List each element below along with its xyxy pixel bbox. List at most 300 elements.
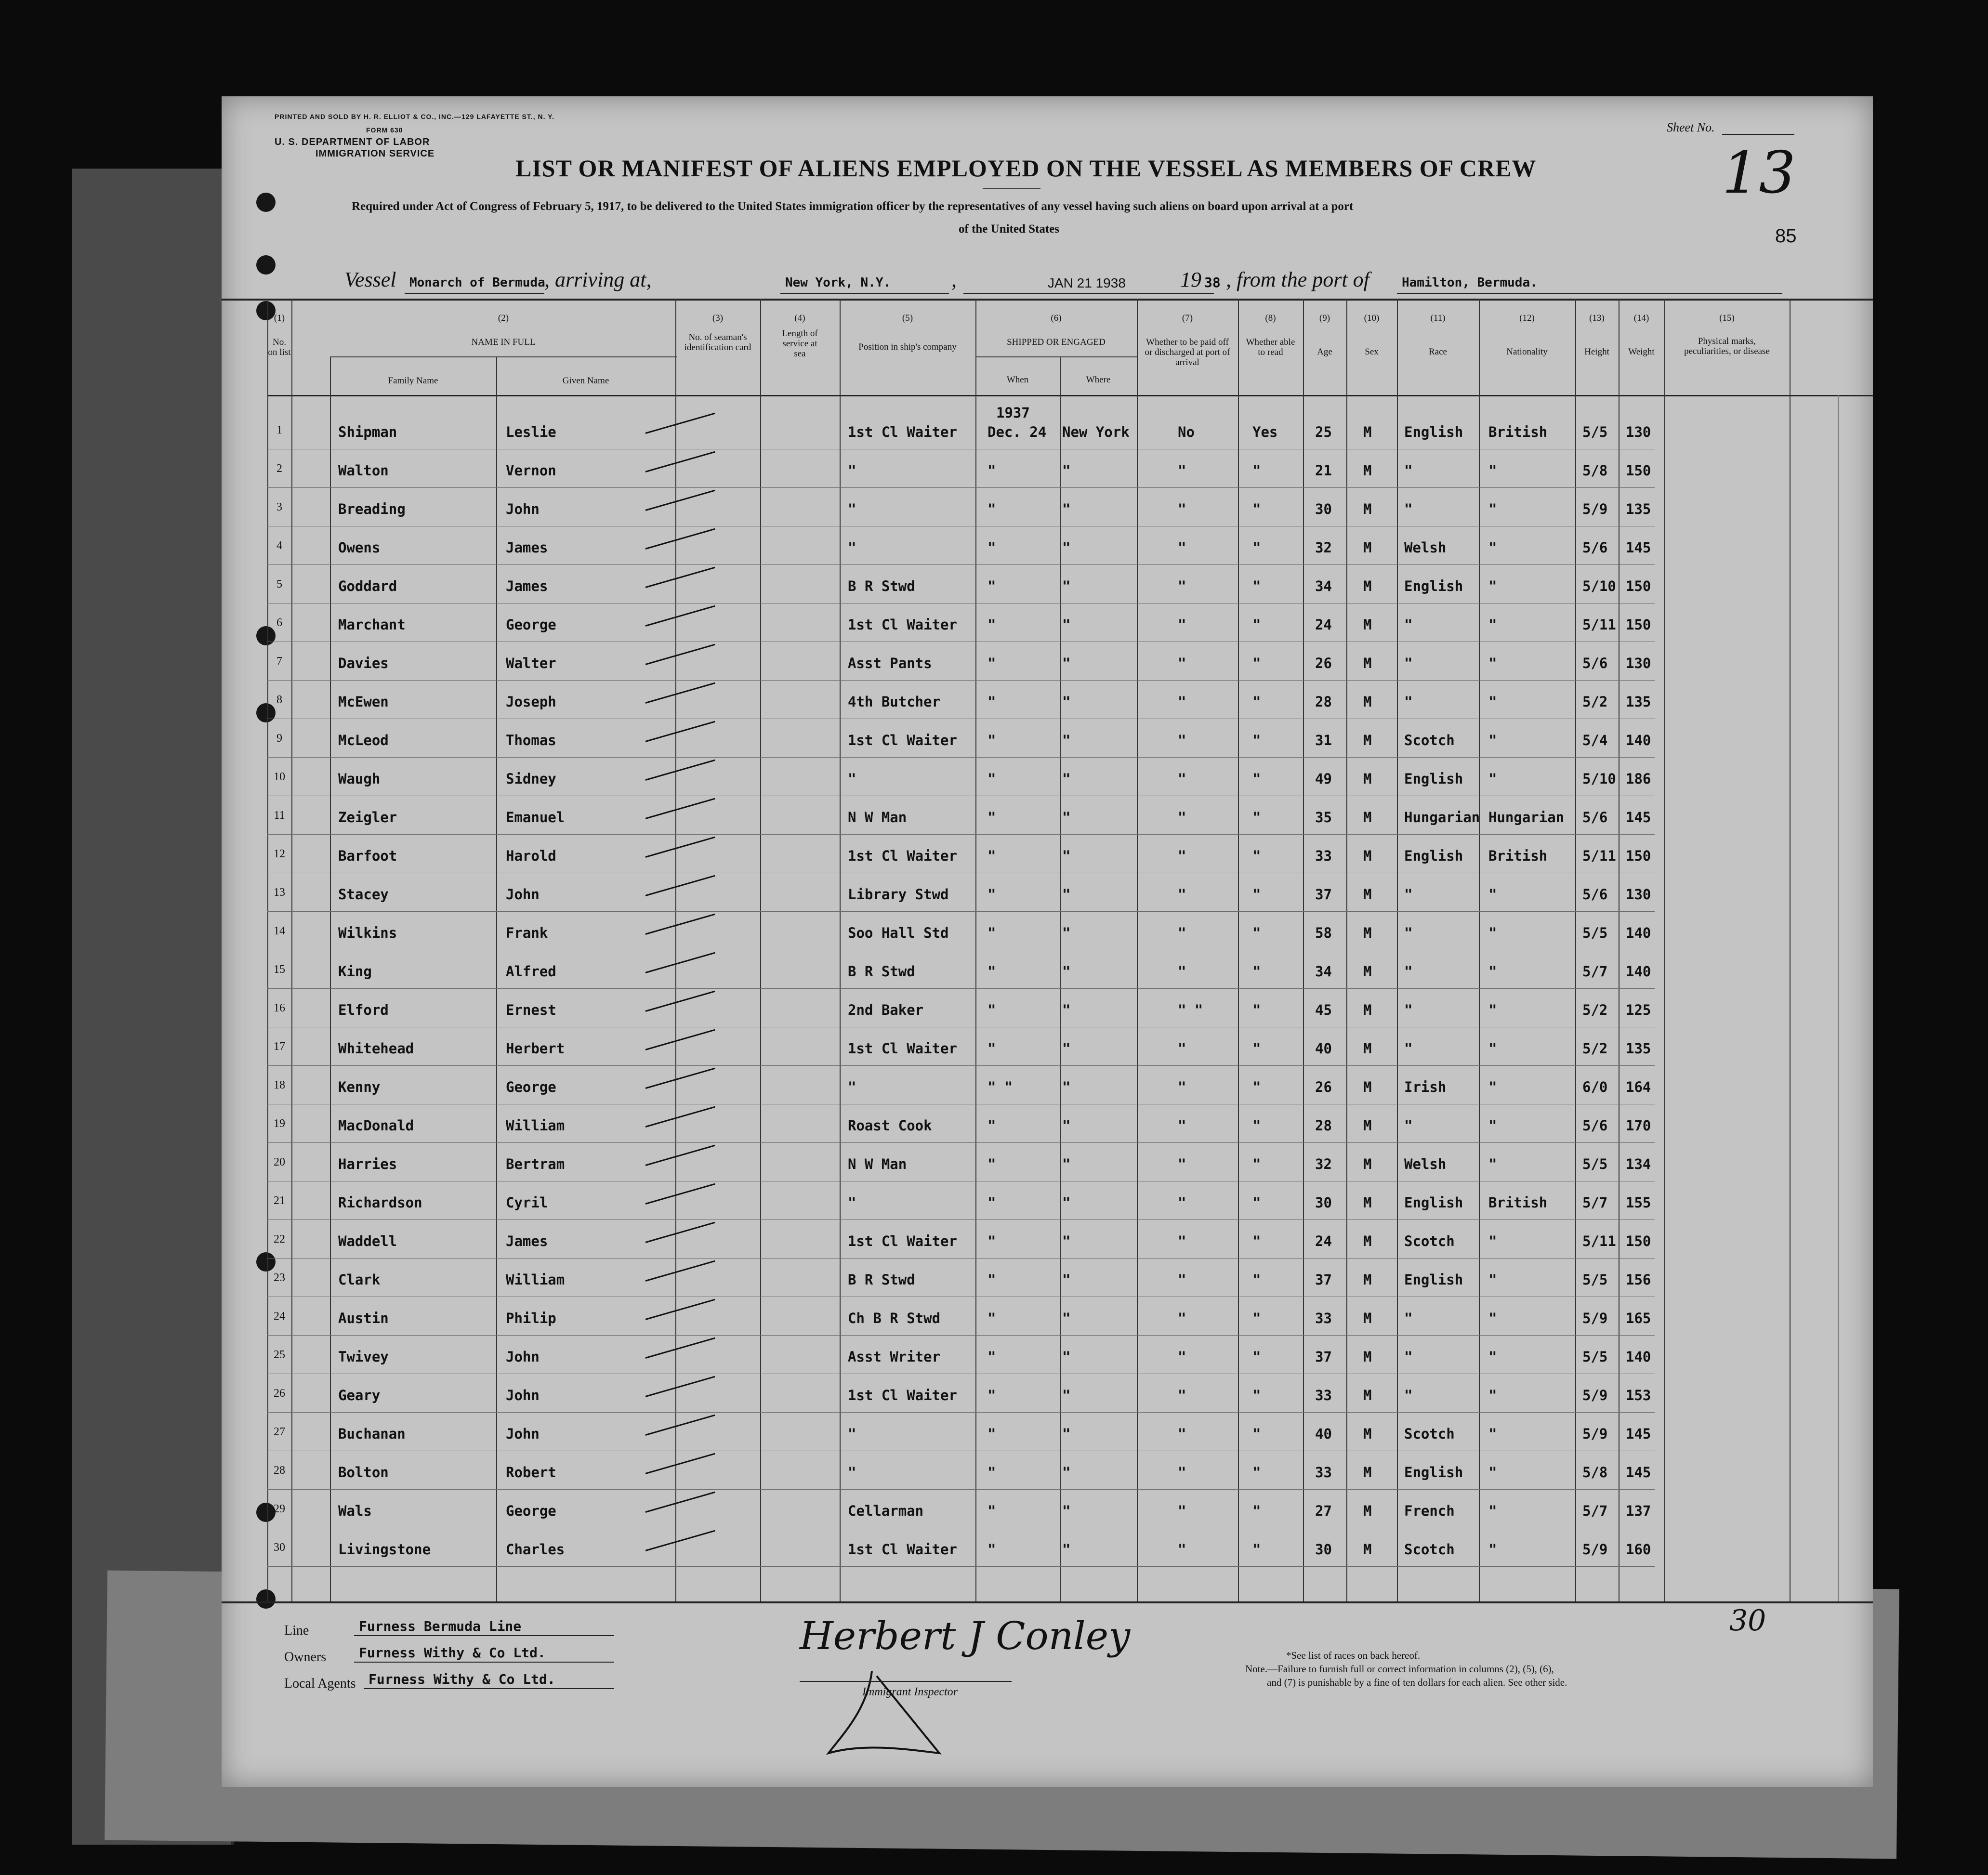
height: 5/10 <box>1582 771 1616 787</box>
sheet-no-value: 13 <box>1722 140 1796 207</box>
shipped-when: " <box>987 1503 996 1519</box>
able-to-read: " <box>1252 1117 1261 1134</box>
paid-off: " " <box>1178 1002 1203 1018</box>
nationality: Hungarian <box>1488 809 1565 826</box>
weight: 140 <box>1626 1349 1651 1365</box>
height: 5/9 <box>1582 501 1608 517</box>
row-number: 12 <box>274 848 285 860</box>
race: English <box>1404 424 1463 440</box>
seaman-card-dash <box>645 875 715 896</box>
race: English <box>1404 848 1463 864</box>
nationality: " <box>1488 1079 1497 1095</box>
sex: M <box>1363 771 1372 787</box>
family-name: Buchanan <box>338 1426 406 1442</box>
date-underline <box>963 293 1214 294</box>
col2-number: (2) <box>498 313 509 323</box>
row-rule <box>267 1566 1655 1567</box>
given-name: James <box>506 578 548 594</box>
seaman-card-dash <box>645 1068 715 1089</box>
weight: 170 <box>1626 1117 1651 1134</box>
row-rule <box>267 1258 1655 1259</box>
position: 1st Cl Waiter <box>848 732 957 748</box>
weight: 150 <box>1626 616 1651 633</box>
nationality: " <box>1488 1156 1497 1172</box>
shipped-when: " <box>987 655 996 671</box>
height: 6/0 <box>1582 1079 1608 1095</box>
row-rule <box>267 1065 1655 1066</box>
nationality: British <box>1488 848 1548 864</box>
shipped-where: New York <box>1062 424 1130 440</box>
sex: M <box>1363 539 1372 556</box>
shipped-where: " <box>1062 1156 1071 1172</box>
shipped-when: " <box>987 771 996 787</box>
shipped-where: " <box>1062 1272 1071 1288</box>
sex: M <box>1363 1079 1372 1095</box>
shipped-when: " <box>987 1272 996 1288</box>
age: 37 <box>1315 886 1332 903</box>
shipped-when: " <box>987 925 996 941</box>
paid-off: " <box>1178 1117 1186 1134</box>
nationality: " <box>1488 1387 1497 1403</box>
nationality: " <box>1488 539 1497 556</box>
weight: 164 <box>1626 1079 1651 1095</box>
paid-off: " <box>1178 1272 1186 1288</box>
family-name: Waddell <box>338 1233 397 1249</box>
shipped-where: " <box>1062 1387 1071 1403</box>
race: English <box>1404 1464 1463 1481</box>
row-number: 18 <box>274 1079 285 1091</box>
age: 33 <box>1315 1310 1332 1326</box>
owners-underline <box>354 1662 614 1663</box>
shipped-subheader-rule <box>975 356 1137 357</box>
from-port: Hamilton, Bermuda. <box>1402 275 1538 290</box>
family-name: Whitehead <box>338 1040 414 1057</box>
sex: M <box>1363 848 1372 864</box>
sex: M <box>1363 462 1372 479</box>
family-name: Stacey <box>338 886 389 903</box>
position: " <box>848 462 856 479</box>
age: 40 <box>1315 1040 1332 1057</box>
position: 1st Cl Waiter <box>848 616 957 633</box>
seaman-card-dash <box>645 605 715 627</box>
col13-number: (13) <box>1589 313 1605 323</box>
col9-header: Age <box>1317 347 1332 357</box>
family-name: Wals <box>338 1503 372 1519</box>
sex: M <box>1363 424 1372 440</box>
punch-hole <box>256 1252 276 1272</box>
family-name: MacDonald <box>338 1117 414 1134</box>
paid-off: " <box>1178 1387 1186 1403</box>
weight: 135 <box>1626 501 1651 517</box>
table-header-bottom <box>267 395 1873 396</box>
paid-off: " <box>1178 925 1186 941</box>
position: " <box>848 1194 856 1211</box>
given-name: Charles <box>506 1541 565 1558</box>
age: 49 <box>1315 771 1332 787</box>
able-to-read: " <box>1252 886 1261 903</box>
sex: M <box>1363 1503 1372 1519</box>
family-name: Waugh <box>338 771 381 787</box>
able-to-read: Yes <box>1252 424 1278 440</box>
paid-off: " <box>1178 1040 1186 1057</box>
seaman-card-dash <box>645 451 715 472</box>
given-name: James <box>506 1233 548 1249</box>
able-to-read: " <box>1252 963 1261 980</box>
nationality: " <box>1488 616 1497 633</box>
shipped-when: " <box>987 616 996 633</box>
height: 5/11 <box>1582 848 1616 864</box>
row-number: 30 <box>274 1541 285 1554</box>
col15-number: (15) <box>1719 313 1735 323</box>
row-number: 16 <box>274 1002 285 1014</box>
given-name: James <box>506 539 548 556</box>
shipped-when: " <box>987 1233 996 1249</box>
position: Ch B R Stwd <box>848 1310 941 1326</box>
col14-number: (14) <box>1633 313 1649 323</box>
col10-number: (10) <box>1364 313 1380 323</box>
position: 1st Cl Waiter <box>848 848 957 864</box>
race: " <box>1404 694 1413 710</box>
nationality: " <box>1488 578 1497 594</box>
seaman-card-dash <box>645 413 715 434</box>
row-rule <box>267 487 1655 488</box>
col12-number: (12) <box>1519 313 1535 323</box>
height: 5/9 <box>1582 1310 1608 1326</box>
paid-off: " <box>1178 694 1186 710</box>
sex: M <box>1363 886 1372 903</box>
age: 34 <box>1315 963 1332 980</box>
height: 5/9 <box>1582 1426 1608 1442</box>
nationality: " <box>1488 1040 1497 1057</box>
race: English <box>1404 771 1463 787</box>
punch-hole <box>256 1589 276 1609</box>
seaman-card-dash <box>645 1453 715 1474</box>
given-name: Leslie <box>506 424 556 440</box>
shipped-when: " <box>987 848 996 864</box>
sex: M <box>1363 501 1372 517</box>
seaman-card-dash <box>645 760 715 781</box>
weight: 135 <box>1626 1040 1651 1057</box>
able-to-read: " <box>1252 1002 1261 1018</box>
department-name: U. S. DEPARTMENT OF LABOR <box>275 137 430 147</box>
weight: 156 <box>1626 1272 1651 1288</box>
race: French <box>1404 1503 1455 1519</box>
corner-number: 85 <box>1775 225 1797 247</box>
paid-off: " <box>1178 1310 1186 1326</box>
position: " <box>848 539 856 556</box>
able-to-read: " <box>1252 1040 1261 1057</box>
family-name: Walton <box>338 462 389 479</box>
position: Soo Hall Std <box>848 925 949 941</box>
family-name: Davies <box>338 655 389 671</box>
given-name: George <box>506 1079 556 1095</box>
shipped-where: " <box>1062 1117 1071 1134</box>
given-name: Thomas <box>506 732 556 748</box>
race: Scotch <box>1404 1541 1455 1558</box>
seaman-card-dash <box>645 1299 715 1320</box>
age: 32 <box>1315 539 1332 556</box>
race: " <box>1404 616 1413 633</box>
col1-header: No. on list <box>268 337 291 357</box>
shipped-when: " <box>987 1156 996 1172</box>
able-to-read: " <box>1252 616 1261 633</box>
able-to-read: " <box>1252 1272 1261 1288</box>
row-number: 8 <box>276 694 282 706</box>
weight: 130 <box>1626 424 1651 440</box>
col-divider <box>1838 395 1839 1601</box>
row-number: 15 <box>274 963 285 976</box>
seaman-card-dash <box>645 798 715 819</box>
row-number: 29 <box>274 1503 285 1515</box>
shipped-when: " <box>987 1002 996 1018</box>
paid-off: " <box>1178 1349 1186 1365</box>
sheet-no-label: Sheet No. <box>1667 120 1715 134</box>
age: 35 <box>1315 809 1332 826</box>
seaman-card-dash <box>645 1415 715 1436</box>
nationality: " <box>1488 963 1497 980</box>
given-name: George <box>506 616 556 633</box>
weight: 140 <box>1626 925 1651 941</box>
col2-family-header: Family Name <box>388 376 438 386</box>
race: " <box>1404 963 1413 980</box>
given-name: Frank <box>506 925 548 941</box>
agents-underline <box>364 1688 614 1689</box>
age: 26 <box>1315 1079 1332 1095</box>
given-name: Sidney <box>506 771 556 787</box>
weight: 145 <box>1626 809 1651 826</box>
shipped-when: " " <box>987 1079 1013 1095</box>
given-name: John <box>506 1349 540 1365</box>
weight: 140 <box>1626 732 1651 748</box>
able-to-read: " <box>1252 462 1261 479</box>
sheet-no-underline <box>1722 134 1794 135</box>
given-name: Emanuel <box>506 809 565 826</box>
shipped-where: " <box>1062 501 1071 517</box>
able-to-read: " <box>1252 809 1261 826</box>
height: 5/9 <box>1582 1387 1608 1403</box>
sex: M <box>1363 1349 1372 1365</box>
col-divider <box>1664 299 1665 1601</box>
race: " <box>1404 1002 1413 1018</box>
shipped-where: " <box>1062 809 1071 826</box>
able-to-read: " <box>1252 1426 1261 1442</box>
sex: M <box>1363 732 1372 748</box>
height: 5/5 <box>1582 1272 1608 1288</box>
height: 5/11 <box>1582 1233 1616 1249</box>
row-number: 2 <box>276 462 282 475</box>
age: 45 <box>1315 1002 1332 1018</box>
arriving-label: , arriving at, <box>544 268 652 291</box>
position: 1st Cl Waiter <box>848 1233 957 1249</box>
race: Welsh <box>1404 1156 1447 1172</box>
row-number: 14 <box>274 925 285 937</box>
shipped-where: " <box>1062 925 1071 941</box>
row-number: 7 <box>276 655 282 668</box>
nationality: " <box>1488 655 1497 671</box>
family-name: Marchant <box>338 616 406 633</box>
fine-note-line1: Note.—Failure to furnish full or correct information in columns (2), (5), (6), <box>1245 1663 1554 1675</box>
shipped-when: " <box>987 963 996 980</box>
row-number: 10 <box>274 771 285 783</box>
family-name: Goddard <box>338 578 397 594</box>
seaman-card-dash <box>645 1337 715 1359</box>
family-name: Livingstone <box>338 1541 431 1558</box>
height: 5/2 <box>1582 1002 1608 1018</box>
age: 34 <box>1315 578 1332 594</box>
comma: , <box>951 268 957 291</box>
family-name: Bolton <box>338 1464 389 1481</box>
paid-off: " <box>1178 1079 1186 1095</box>
weight: 125 <box>1626 1002 1651 1018</box>
row-number: 13 <box>274 886 285 899</box>
col-divider <box>1790 299 1791 1601</box>
given-name: Herbert <box>506 1040 565 1057</box>
given-name: Harold <box>506 848 556 864</box>
paid-off: " <box>1178 539 1186 556</box>
family-name: Owens <box>338 539 381 556</box>
shipped-where: " <box>1062 886 1071 903</box>
race: " <box>1404 1387 1413 1403</box>
shipped-where: " <box>1062 578 1071 594</box>
owners-value: Furness Withy & Co Ltd. <box>359 1645 546 1661</box>
height: 5/7 <box>1582 963 1608 980</box>
form-number: FORM 630 <box>366 126 403 134</box>
race: " <box>1404 1117 1413 1134</box>
able-to-read: " <box>1252 1503 1261 1519</box>
punch-hole <box>256 193 276 212</box>
shipped-when: " <box>987 1040 996 1057</box>
seaman-card-dash <box>645 1376 715 1397</box>
paid-off: " <box>1178 1503 1186 1519</box>
col12-header: Nationality <box>1506 347 1548 357</box>
sex: M <box>1363 1464 1372 1481</box>
weight: 186 <box>1626 771 1651 787</box>
family-name: Geary <box>338 1387 381 1403</box>
height: 5/6 <box>1582 539 1608 556</box>
arriving-underline <box>780 293 949 294</box>
race: Scotch <box>1404 1426 1455 1442</box>
position: 1st Cl Waiter <box>848 424 957 440</box>
sex: M <box>1363 1117 1372 1134</box>
row-rule <box>267 680 1655 681</box>
col6-header: SHIPPED OR ENGAGED <box>1007 337 1106 347</box>
sex: M <box>1363 1233 1372 1249</box>
given-name: Bertram <box>506 1156 565 1172</box>
nationality: British <box>1488 424 1548 440</box>
given-name: William <box>506 1272 565 1288</box>
paid-off: " <box>1178 501 1186 517</box>
shipped-where: " <box>1062 1426 1071 1442</box>
from-label: , from the port of <box>1226 268 1369 291</box>
sex: M <box>1363 963 1372 980</box>
able-to-read: " <box>1252 771 1261 787</box>
shipped-where: " <box>1062 1002 1071 1018</box>
seaman-card-dash <box>645 1222 715 1243</box>
shipped-when: " <box>987 809 996 826</box>
height: 5/10 <box>1582 578 1616 594</box>
position: B R Stwd <box>848 578 915 594</box>
col-divider <box>496 356 497 1601</box>
seaman-card-dash <box>645 1530 715 1551</box>
weight: 150 <box>1626 1233 1651 1249</box>
weight: 165 <box>1626 1310 1651 1326</box>
shipped-where: " <box>1062 1079 1071 1095</box>
shipped-when: " <box>987 1426 996 1442</box>
shipped-when: " <box>987 1117 996 1134</box>
given-name: John <box>506 501 540 517</box>
weight: 145 <box>1626 539 1651 556</box>
age: 58 <box>1315 925 1332 941</box>
document-title: LIST OR MANIFEST OF ALIENS EMPLOYED ON THE VESSEL AS MEMBERS OF CREW <box>515 155 1537 182</box>
weight: 155 <box>1626 1194 1651 1211</box>
race: " <box>1404 886 1413 903</box>
able-to-read: " <box>1252 1156 1261 1172</box>
paid-off: " <box>1178 963 1186 980</box>
height: 5/6 <box>1582 1117 1608 1134</box>
shipped-year: 1937 <box>996 405 1030 421</box>
weight: 160 <box>1626 1541 1651 1558</box>
fine-note-line2: and (7) is punishable by a fine of ten dollars for each alien. See other side. <box>1267 1677 1567 1688</box>
nationality: " <box>1488 694 1497 710</box>
position: Roast Cook <box>848 1117 932 1134</box>
age: 30 <box>1315 501 1332 517</box>
height: 5/8 <box>1582 462 1608 479</box>
shipped-when: " <box>987 501 996 517</box>
able-to-read: " <box>1252 1541 1261 1558</box>
age: 25 <box>1315 424 1332 440</box>
col3-number: (3) <box>712 313 724 323</box>
race: Hungarian <box>1404 809 1480 826</box>
col3-header: No. of seaman's identification card <box>684 332 751 353</box>
row-rule <box>267 1412 1655 1413</box>
height: 5/5 <box>1582 1156 1608 1172</box>
able-to-read: " <box>1252 1079 1261 1095</box>
able-to-read: " <box>1252 694 1261 710</box>
sex: M <box>1363 694 1372 710</box>
row-rule <box>267 1219 1655 1220</box>
row-number: 9 <box>276 732 282 745</box>
given-name: Philip <box>506 1310 556 1326</box>
paid-off: " <box>1178 1464 1186 1481</box>
col6-when-header: When <box>1006 375 1029 385</box>
race: " <box>1404 501 1413 517</box>
seaman-card-dash <box>645 914 715 935</box>
age: 33 <box>1315 1464 1332 1481</box>
seaman-card-dash <box>645 991 715 1012</box>
paid-off: " <box>1178 655 1186 671</box>
seaman-card-dash <box>645 1029 715 1050</box>
sex: M <box>1363 1040 1372 1057</box>
height: 5/5 <box>1582 1349 1608 1365</box>
paid-off: " <box>1178 732 1186 748</box>
shipped-where: " <box>1062 771 1071 787</box>
sex: M <box>1363 1387 1372 1403</box>
paid-off: " <box>1178 1541 1186 1558</box>
position: 1st Cl Waiter <box>848 1541 957 1558</box>
position: " <box>848 501 856 517</box>
col1-number: (1) <box>274 313 285 323</box>
shipped-when: " <box>987 732 996 748</box>
race: " <box>1404 1310 1413 1326</box>
row-rule <box>267 757 1655 758</box>
position: " <box>848 1079 856 1095</box>
row-number: 6 <box>276 616 282 629</box>
able-to-read: " <box>1252 1233 1261 1249</box>
given-name: John <box>506 886 540 903</box>
family-name: Harries <box>338 1156 397 1172</box>
given-name: George <box>506 1503 556 1519</box>
row-number: 23 <box>274 1272 285 1284</box>
